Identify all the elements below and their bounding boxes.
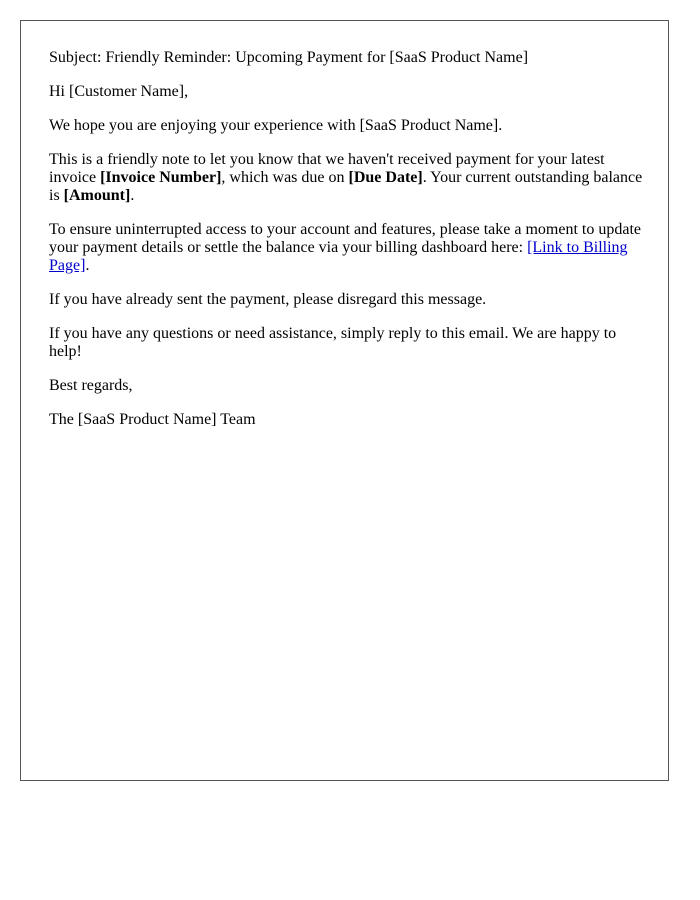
intro-paragraph: We hope you are enjoying your experience with [SaaS Product Name].: [49, 117, 503, 134]
billing-paragraph: [49, 221, 648, 275]
text: , which was due on: [221, 169, 349, 186]
email-letter: [20, 20, 669, 781]
signature: The [SaaS Product Name] Team: [49, 411, 256, 428]
closing: Best regards,: [49, 377, 133, 394]
text: This is a friendly note to let you know that we haven't received payment for your latest invoice: [49, 151, 605, 186]
due-date: [Due Date]: [348, 169, 423, 186]
email-subject: Subject: Friendly Reminder: Upcoming Payment for [SaaS Product Name]: [49, 49, 529, 66]
help-paragraph: If you have any questions or need assistance, simply reply to this email. We are happy to help!: [49, 325, 617, 360]
invoice-paragraph: [49, 151, 648, 205]
text: . Your current outstanding balance is: [49, 169, 643, 204]
disregard-paragraph: If you have already sent the payment, please disregard this message.: [49, 291, 487, 308]
text: .: [85, 257, 90, 274]
amount: [Amount]: [63, 187, 131, 204]
billing-page-link[interactable]: [Link to Billing Page]: [49, 239, 628, 274]
text: To ensure uninterrupted access to your account and features, please take a moment to update your payment details or settle the balance via your billing dashboard here:: [49, 221, 641, 256]
text: .: [130, 187, 135, 204]
greeting: Hi [Customer Name],: [49, 83, 189, 100]
invoice-number: [Invoice Number]: [100, 169, 222, 186]
